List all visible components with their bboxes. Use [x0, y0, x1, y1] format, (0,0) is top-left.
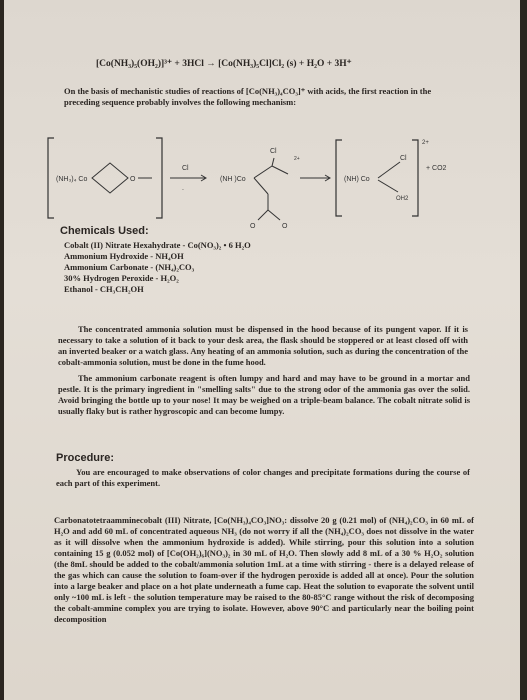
- reaction-equation: [Co(NH₃)₅(OH₂)]³⁺ + 3HCl → [Co(NH₃)₅Cl]Cl₂ (s) + H₂O + 3H⁺: [96, 59, 352, 69]
- document-page: [4, 0, 520, 700]
- left-ligand: (NH₃)₄ Co: [56, 176, 88, 183]
- arrow-cl: Cl: [182, 165, 189, 172]
- chemical-item: Cobalt (II) Nitrate Hexahydrate - Co(NO₃)₂ • 6 H₂O: [64, 240, 251, 250]
- right-oh2: OH2: [396, 196, 409, 202]
- chemicals-list: [64, 240, 251, 295]
- reagent-paragraph: The ammonium carbonate reagent is often lumpy and hard and may have to be ground in a mortar and pestle. It is the primary ingredient in "smelling salts" due to the strong odor of the ammonia gas over the solid. Avoid bringing the bottle up to your nose! It may be weighed on a triple-beam balance. The cobalt nitrate solid is usually flaky but is rather hygroscopic and can become lumpy.: [58, 373, 470, 416]
- right-ligand: (NH) Co: [344, 176, 370, 183]
- mid-o2: O: [282, 223, 288, 230]
- chemical-item: Ethanol - CH₃CH₂OH: [64, 284, 144, 294]
- chemicals-heading: Chemicals Used:: [60, 225, 149, 237]
- mid-ligand: (NH )Co: [220, 176, 246, 183]
- left-o: O: [130, 176, 136, 183]
- mid-charge: 2+: [294, 156, 300, 162]
- chemical-item: Ammonium Hydroxide - NH₄OH: [64, 251, 184, 261]
- procedure-intro: You are encouraged to make observations of color changes and precipitate formations during the course of each part of this experiment.: [56, 467, 470, 488]
- mechanism-svg: [44, 118, 474, 233]
- arrow-dot: .: [182, 185, 184, 192]
- chemical-item: Ammonium Carbonate - (NH₄)₂CO₃: [64, 262, 195, 272]
- right-cl: Cl: [400, 155, 407, 162]
- synthesis-paragraph: Carbonatotetraamminecobalt (III) Nitrate, [Co(NH₃)₄CO₃]NO₃: dissolve 20 g (0.21 mol) of (NH₄)₂CO₃ in 60 mL of H₂O and add 60 mL of concentrated aqueous NH₃ (do not worry if all the (NH₄)₂CO₃ does not dissolve in the water as it will dissolve when the ammonium hydroxide is added). While stirring, pour this solution into a solution containing 15 g (0.052 mol) of [Co(OH₂)₆](NO₃)₂ in 30 mL of H₂O. Then slowly add 8 mL of a 30 % H₂O₂ solution (the 8mL should be added to the cobalt/ammonia solution 1mL at a time with stirring - there is a delayed release of the gas which can cause the solution to foam-over if the hydrogen peroxide is added all at once). Pour the solution into a large beaker and place on a hot plate underneath a fume cap. Heat the solution to evaporate the solvent until only ~100 mL is left - the solution temperature may be raised to the 80-85°C range without the risk of decomposing the cobalt-ammine complex you are trying to isolate. However, above 90°C and particularly near the boiling point decomposition: [54, 515, 474, 624]
- mid-cl: Cl: [270, 148, 277, 155]
- co2-product: + CO2: [426, 165, 447, 172]
- safety-paragraph: The concentrated ammonia solution must be dispensed in the hood because of its pungent vapor. If it is necessary to take a solution of it back to your desk area, the flask should be stoppered or at least closed off with an inverted beaker or a watch glass. Any heating of an ammonia solution, such as during the concentration of the cobalt-ammonia solution, must be done in the fume hood.: [58, 324, 468, 367]
- chemical-item: 30% Hydrogen Peroxide - H₂O₂: [64, 273, 179, 283]
- mid-o1: O: [250, 223, 256, 230]
- mechanism-intro: On the basis of mechanistic studies of reactions of [Co(NH₃)₄CO₃]⁺ with acids, the first reaction in the preceding sequence probably involves the following mechanism:: [64, 86, 432, 107]
- procedure-heading: Procedure:: [56, 452, 115, 464]
- mechanism-diagram: [44, 118, 474, 233]
- right-charge: 2+: [422, 140, 429, 146]
